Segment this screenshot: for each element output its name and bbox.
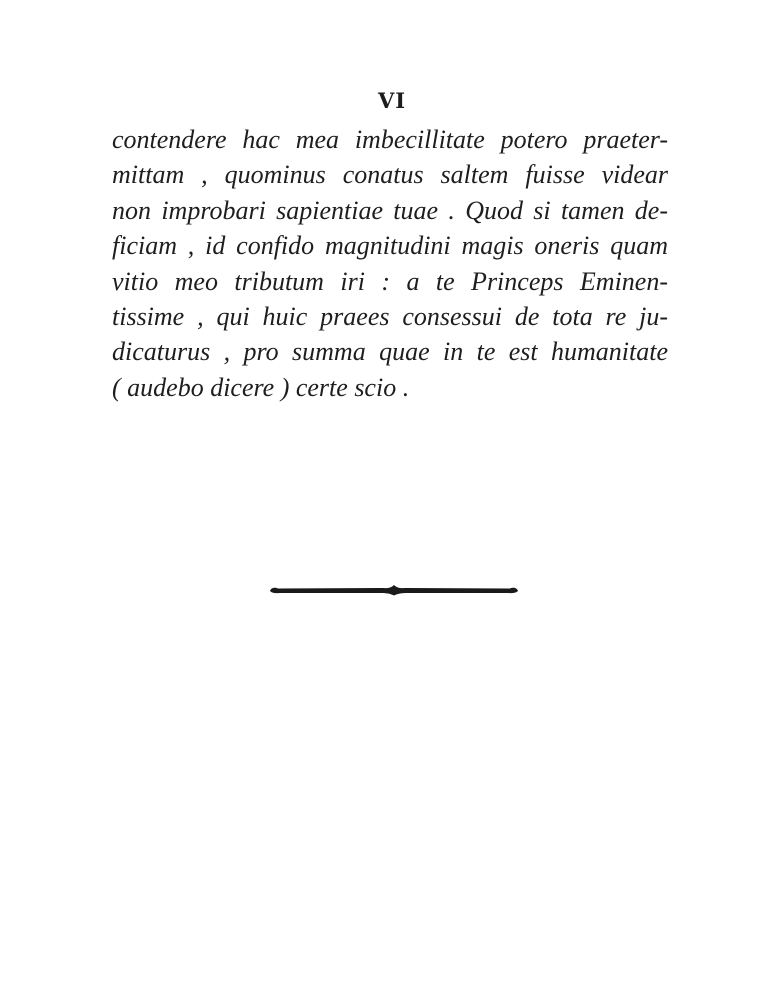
text-line: mittam , quominus conatus saltem fuisse videar [112,160,668,190]
text-line: vitio meo tributum iri : a te Princeps Eminen- [112,266,668,296]
page-number: VI [377,88,407,113]
text-line: ficiam , id confido magnitudini magis oneris quam [112,231,668,261]
body-text [112,122,668,405]
text-line: non improbari sapientiae tuae . Quod si tamen de- [112,195,668,225]
end-ornament [268,580,520,600]
text-line: contendere hac mea imbecillitate potero praeter- [112,125,668,154]
text-line: ( audebo dicere ) certe scio . [112,372,410,402]
text-line: dicaturus , pro summa quae in te est humanitate [112,337,668,367]
text-line: tissime , qui huic praees consessui de tota re ju- [112,302,668,332]
